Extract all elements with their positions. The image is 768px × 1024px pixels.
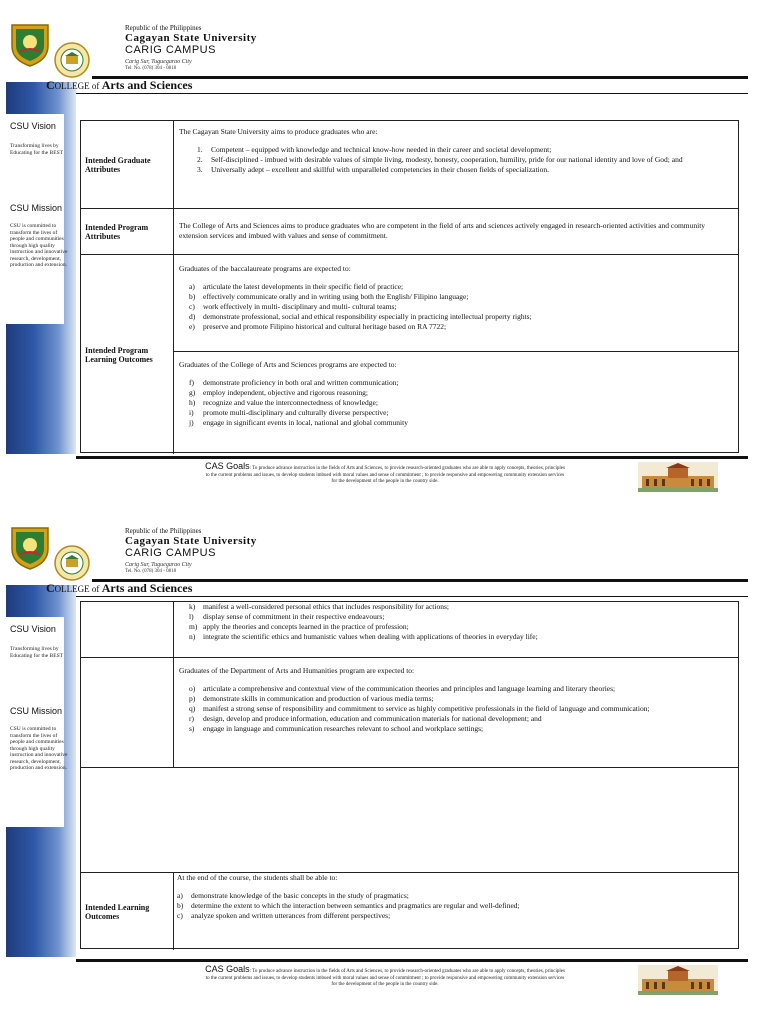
list-marker: a): [177, 891, 183, 900]
document-page-2: [0, 513, 768, 1017]
list-marker: e): [189, 322, 195, 331]
list-marker: r): [189, 714, 194, 723]
list-text: demonstrate professional, social and ethical responsibility especially in practicing intellectual property rights;: [203, 312, 532, 321]
list-marker: b): [177, 901, 184, 910]
csu-seal-icon: [8, 22, 52, 68]
list-marker: c): [177, 911, 183, 920]
list-item: [189, 724, 733, 734]
outcomes-table: [80, 601, 739, 949]
list-text: recognize and value the interconnectedness of knowledge;: [203, 398, 378, 407]
university-name: Cagayan State University: [125, 32, 257, 44]
vision-text: Transforming lives by Educating for the BEST: [10, 143, 64, 156]
list-item: [189, 312, 733, 322]
list-item: [189, 408, 733, 418]
college-title: COLLEGE of Arts and Sciences: [46, 581, 193, 595]
list-marker: q): [189, 704, 196, 713]
list-item: [189, 388, 733, 398]
row-intro: At the end of the course, the students shall be able to:: [177, 873, 338, 882]
list-item: [189, 602, 733, 612]
list-marker: b): [189, 292, 196, 301]
list-marker: i): [189, 408, 194, 417]
tel-text: Tel. No. (078) 304 - 0818: [125, 66, 177, 71]
list-item: [189, 378, 733, 388]
list-marker: g): [189, 388, 196, 397]
list-marker: 1.: [197, 145, 203, 154]
list-item: [177, 891, 733, 901]
list-text: Self-disciplined - imbued with desirable values of simple living, modesty, honesty, cooperation, humility, pride for our national identity and love of God; and: [211, 155, 683, 164]
list-text: Competent – equipped with knowledge and technical know-how needed in their career and societal development;: [211, 145, 552, 154]
campus-seal-icon: [54, 42, 90, 78]
vision-text: Transforming lives by Educating for the BEST: [10, 646, 64, 659]
list-marker: 2.: [197, 155, 203, 164]
building-icon: [638, 462, 718, 492]
list-item: [197, 145, 733, 155]
list-text: effectively communicate orally and in writing using both the English/ Filipino language;: [203, 292, 469, 301]
list-text: display sense of commitment in their respective endeavours;: [203, 612, 385, 621]
list-marker: n): [189, 632, 196, 641]
list-marker: h): [189, 398, 196, 407]
list-text: apply the theories and concepts learned in the practice of profession;: [203, 622, 409, 631]
campus-name: CARIG CAMPUS: [125, 547, 216, 559]
cas-goals: CAS Goals: To produce advance instruction in the fields of Arts and Sciences, to provide research-oriented graduates who are able to apply concepts, theories, principles to the current problems and issues, to develop students imbued with moral values and sense of commitment ; to provide responsive and empowering community extension services for the development of the people in the country side.: [205, 964, 565, 987]
list-marker: m): [189, 622, 198, 631]
list-marker: s): [189, 724, 195, 733]
address-text: Carig Sur, Tuguegarao City: [125, 59, 192, 65]
list-marker: 3.: [197, 165, 203, 174]
list-item: [197, 165, 733, 175]
list-marker: o): [189, 684, 196, 693]
program-outcomes-row: [81, 255, 738, 454]
lettered-list: [179, 282, 733, 332]
row-divider: [174, 351, 738, 352]
row-intro: Graduates of the Department of Arts and Humanities program are expected to:: [179, 666, 415, 675]
republic-text: Republic of the Philippines: [125, 527, 202, 535]
list-marker: p): [189, 694, 196, 703]
campus-seal-icon: [54, 545, 90, 581]
row-intro: Graduates of the College of Arts and Sciences programs are expected to:: [179, 360, 397, 369]
list-item: [189, 714, 733, 724]
list-item: [177, 901, 733, 911]
list-item: [177, 911, 733, 921]
footer-rule: [76, 959, 748, 962]
list-text: demonstrate knowledge of the basic concepts in the study of pragmatics;: [191, 891, 409, 900]
list-text: articulate a comprehensive and contextual view of the communication theories and principles and language learning and literary theories;: [203, 684, 616, 693]
list-marker: c): [189, 302, 195, 311]
list-marker: a): [189, 282, 195, 291]
learning-outcomes-row: [81, 873, 738, 950]
list-text: integrate the scientific ethics and humanistic values when dealing with applications of theories in everyday life;: [203, 632, 538, 641]
document-page-1: [0, 10, 768, 514]
list-item: [189, 622, 733, 632]
list-text: preserve and promote Filipino historical and cultural heritage based on RA 7722;: [203, 322, 447, 331]
list-text: analyze spoken and written utterances from different perspectives;: [191, 911, 391, 920]
row-label: Intended Learning Outcomes: [85, 902, 150, 921]
mission-title: CSU Mission: [10, 706, 63, 716]
list-text: articulate the latest developments in their specific field of practice;: [203, 282, 404, 291]
lettered-list: [179, 378, 733, 428]
list-text: design, develop and produce information, education and communication materials for national development; and: [203, 714, 542, 723]
university-name: Cagayan State University: [125, 535, 257, 547]
footer-rule: [76, 456, 748, 459]
outcomes-cont-row: [81, 602, 738, 658]
college-rule: [76, 596, 748, 597]
list-item: [189, 612, 733, 622]
vision-title: CSU Vision: [10, 121, 56, 131]
list-text: demonstrate proficiency in both oral and written communication;: [203, 378, 399, 387]
row-label: Intended Program Learning Outcomes: [85, 345, 153, 364]
list-text: work effectively in multi- disciplinary and multi- cultural teams;: [203, 302, 397, 311]
mission-text: CSU is committed to transform the lives of people and communities through high quality instruction and innovative research, development, production and extension.: [10, 726, 68, 771]
tel-text: Tel. No. (078) 304 - 0818: [125, 569, 177, 574]
mission-text: CSU is committed to transform the lives of people and communities through high quality instruction and innovative research, development, production and extension.: [10, 223, 68, 268]
numbered-list: [179, 145, 733, 175]
list-item: [189, 632, 733, 642]
address-text: Carig Sur, Tuguegarao City: [125, 562, 192, 568]
list-marker: l): [189, 612, 194, 621]
list-text: manifest a strong sense of responsibility and commitment to service as highly competitive professionals in the field of language and communication;: [203, 704, 650, 713]
csu-seal-icon: [8, 525, 52, 571]
list-text: manifest a well-considered personal ethics that includes responsibility for actions;: [203, 602, 449, 611]
list-marker: d): [189, 312, 196, 321]
row-label: Intended Program Attributes: [85, 222, 149, 241]
vision-title: CSU Vision: [10, 624, 56, 634]
program-attributes-row: [81, 209, 738, 255]
list-text: engage in significant events in local, national and global community: [203, 418, 408, 427]
list-item: [189, 398, 733, 408]
list-text: engage in language and communication researches relevant to school and workplace settings;: [203, 724, 484, 733]
list-marker: f): [189, 378, 194, 387]
list-item: [189, 418, 733, 428]
graduate-attributes-row: [81, 121, 738, 209]
list-item: [189, 282, 733, 292]
row-text: The College of Arts and Sciences aims to produce graduates who are competent in the field of arts and sciences actively engaged in research-oriented activities and community extension services and imbued with values and sense of commitment.: [179, 221, 706, 240]
list-marker: j): [189, 418, 194, 427]
list-item: [197, 155, 733, 165]
list-item: [189, 704, 733, 714]
campus-name: CARIG CAMPUS: [125, 44, 216, 56]
row-label: Intended Graduate Attributes: [85, 155, 151, 174]
college-rule: [76, 93, 748, 94]
list-text: Universally adept – excellent and skillful with unparalleled competencies in their chosen fields of specialization.: [211, 165, 550, 174]
list-item: [189, 302, 733, 312]
list-item: [189, 694, 733, 704]
lettered-list: [177, 891, 733, 921]
list-text: promote multi-disciplinary and culturally diverse perspective;: [203, 408, 389, 417]
row-intro: Graduates of the baccalaureate programs are expected to:: [179, 264, 351, 273]
lettered-list: [179, 684, 733, 734]
mission-title: CSU Mission: [10, 203, 63, 213]
college-title: COLLEGE of Arts and Sciences: [46, 78, 193, 92]
outcomes-table: [80, 120, 739, 453]
cas-goals: CAS Goals: To produce advance instruction in the fields of Arts and Sciences, to provide research-oriented graduates who are able to apply concepts, theories, principles to the current problems and issues, to develop students imbued with moral values and sense of commitment ; to provide responsive and empowering community extension services for the development of the people in the country side.: [205, 461, 565, 484]
list-text: determine the extent to which the interaction between semantics and pragmatics are regular and well-defined;: [191, 901, 520, 910]
list-item: [189, 684, 733, 694]
list-item: [189, 322, 733, 332]
row-intro: The Cagayan State University aims to produce graduates who are:: [179, 127, 378, 136]
empty-row: [81, 768, 738, 873]
building-icon: [638, 965, 718, 995]
list-item: [189, 292, 733, 302]
list-text: demonstrate skills in communication and production of various media terms;: [203, 694, 434, 703]
republic-text: Republic of the Philippines: [125, 24, 202, 32]
list-marker: k): [189, 602, 196, 611]
list-text: employ independent, objective and rigorous reasoning;: [203, 388, 368, 397]
lettered-list: [179, 602, 733, 642]
dept-outcomes-row: [81, 658, 738, 768]
